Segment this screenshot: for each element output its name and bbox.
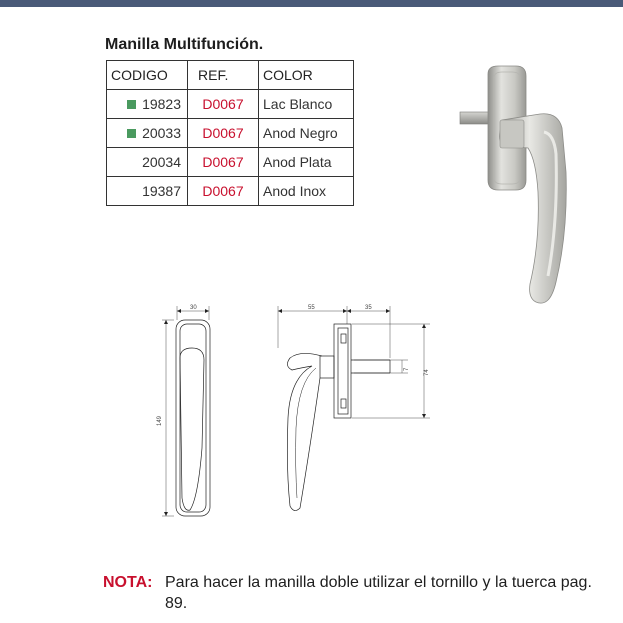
code-value: 19823 [142, 96, 181, 112]
color-cell: Anod Negro [259, 119, 354, 148]
dim-spindle-label: 35 [365, 305, 372, 311]
code-cell [107, 90, 188, 119]
color-cell: Lac Blanco [259, 90, 354, 119]
green-square-icon [127, 129, 136, 138]
handle-photo [450, 62, 580, 314]
product-title: Manilla Multifunción. [105, 36, 264, 53]
dim-rosette-label: 74 [424, 369, 430, 376]
code-cell: 19387 [107, 177, 188, 206]
product-codes-table [106, 60, 354, 206]
header-ref: REF. [188, 61, 259, 90]
table-header-row [107, 61, 354, 90]
spindle-shape [460, 112, 490, 124]
dim-projection-label: 55 [308, 305, 315, 311]
header-codigo: CODIGO [107, 61, 188, 90]
ref-cell: D0067 [188, 177, 259, 206]
ref-cell: D0067 [188, 148, 259, 177]
color-cell: Anod Inox [259, 177, 354, 206]
table-row [107, 177, 354, 206]
dim-height-label: 149 [157, 415, 163, 426]
table-row [107, 90, 354, 119]
color-cell: Anod Plata [259, 148, 354, 177]
dim-square-label: 7 [404, 367, 410, 371]
note-text: Para hacer la manilla doble utilizar el tornillo y la tuerca pag. 89. [165, 574, 592, 612]
technical-drawing [140, 298, 440, 548]
header-color: COLOR [259, 61, 354, 90]
table-row [107, 119, 354, 148]
note-block [103, 572, 603, 614]
note-label: NOTA: [103, 574, 153, 591]
code-value: 20033 [142, 125, 181, 141]
code-cell: 20034 [107, 148, 188, 177]
code-cell [107, 119, 188, 148]
ref-cell: D0067 [188, 119, 259, 148]
green-square-icon [127, 100, 136, 109]
ref-cell: D0067 [188, 90, 259, 119]
dim-width-label: 30 [190, 305, 197, 311]
top-bar [0, 0, 623, 7]
table-row [107, 148, 354, 177]
